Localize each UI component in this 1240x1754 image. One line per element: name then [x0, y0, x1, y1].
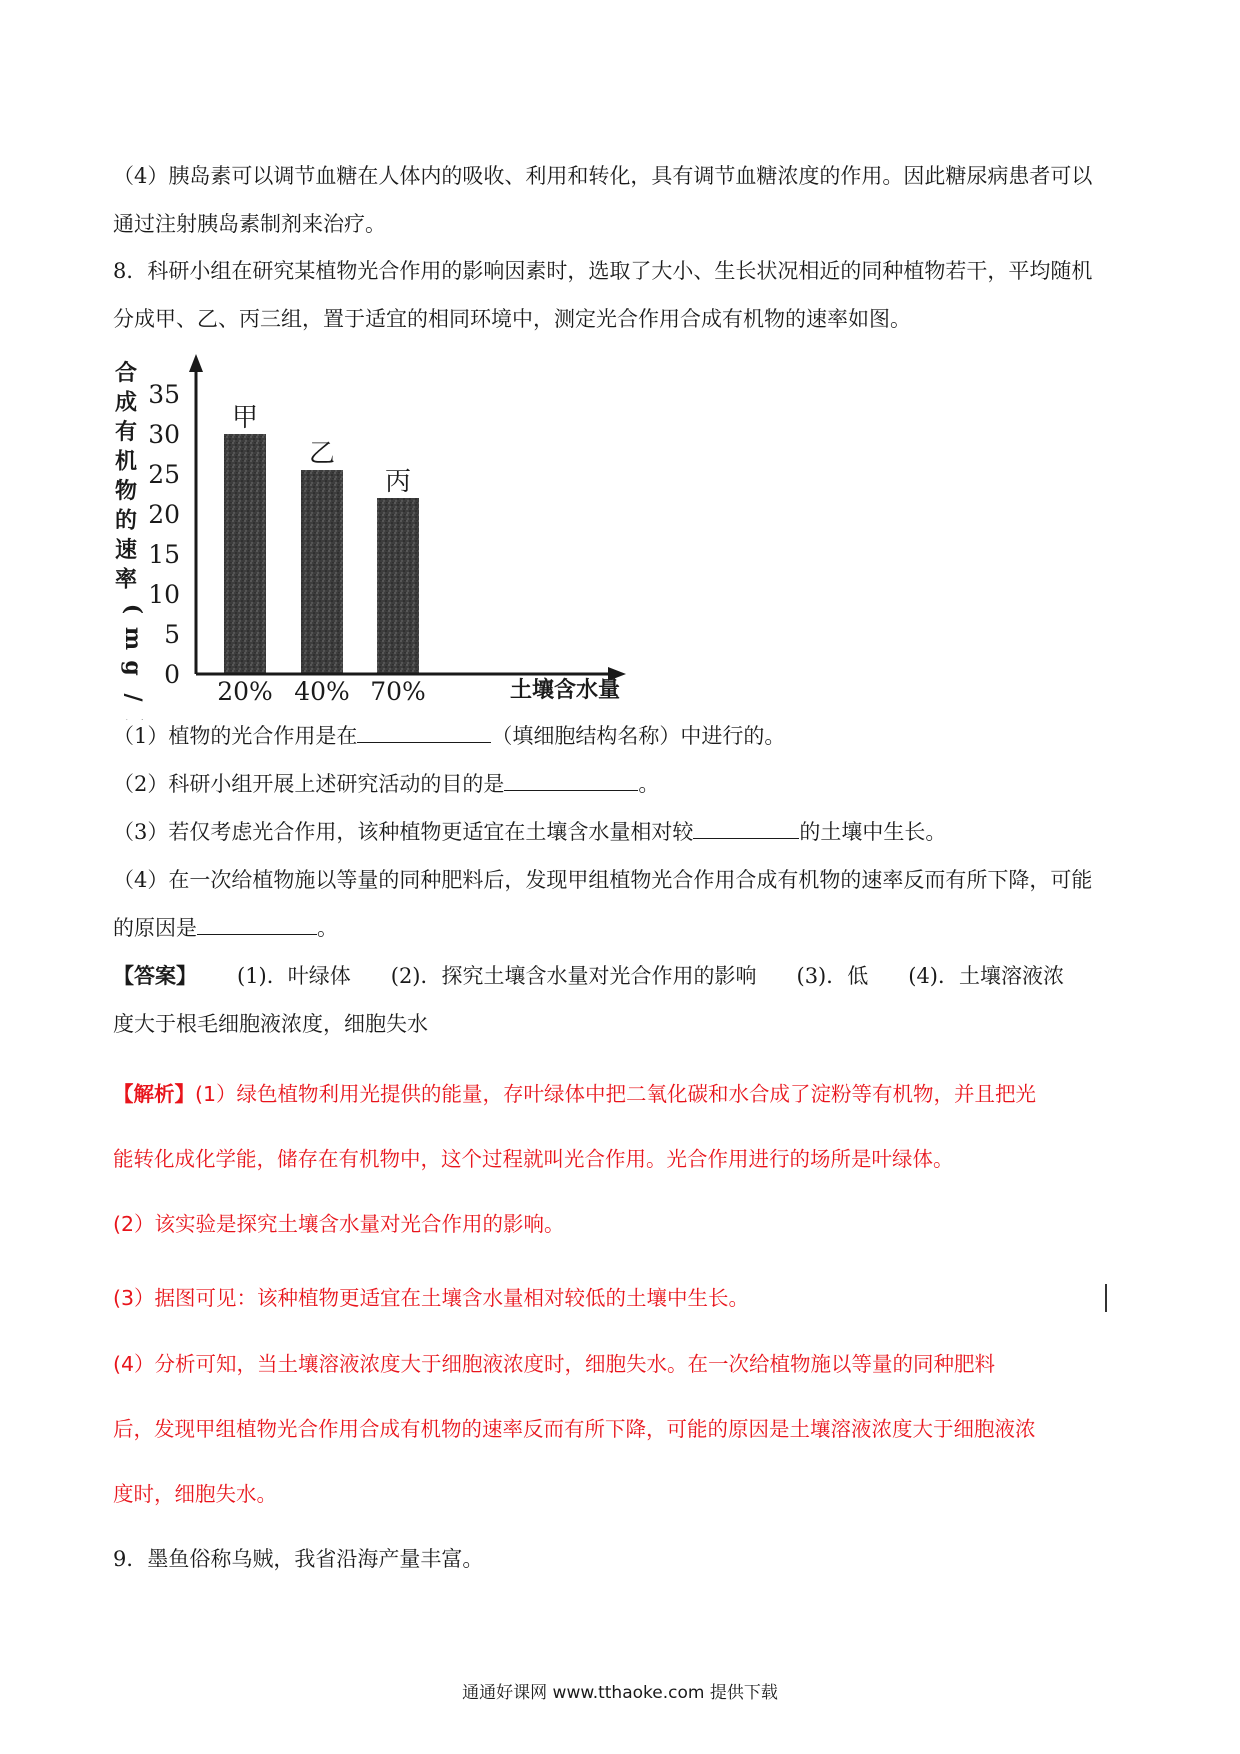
y-axis-label-char: 机	[114, 448, 138, 475]
answer-1: (1)．叶绿体	[237, 964, 351, 988]
bar-label: 丙	[384, 467, 412, 497]
y-tick-label: 25	[148, 460, 180, 489]
question-3-text-end: 的土壤中生长。	[799, 820, 947, 844]
paragraph-line: （4）胰岛素可以调节血糖在人体内的吸收、利用和转化，具有调节血糖浓度的作用。因此糖尿病患者可以	[113, 164, 1093, 188]
question-2-text: （2）科研小组开展上述研究活动的目的是	[113, 772, 505, 796]
y-axis-label-char: 合	[114, 360, 138, 386]
y-axis-label-char	[120, 719, 146, 720]
bar-chart	[112, 352, 642, 720]
answer-3: (3)．低	[796, 964, 869, 988]
y-axis-label	[115, 360, 146, 720]
y-tick-label: 20	[148, 500, 180, 529]
y-axis-label-char: (	[120, 603, 146, 615]
question-2	[113, 770, 659, 798]
answer-blank	[357, 722, 491, 743]
answer-blank	[693, 818, 799, 839]
question-8-line: 分成甲、乙、丙三组，置于适宜的相同环境中，测定光合作用合成有机物的速率如图。	[113, 307, 911, 331]
paragraph-line: 通过注射胰岛素制剂来治疗。	[113, 212, 386, 236]
question-4	[113, 914, 338, 942]
bar-40%	[301, 470, 343, 673]
x-axis-label: 土壤含水量	[510, 677, 621, 703]
y-tick-label: 10	[148, 580, 180, 609]
question-3-text: （3）若仅考虑光合作用，该种植物更适宜在土壤含水量相对较	[113, 820, 694, 844]
y-axis-arrow	[189, 354, 203, 372]
bar-70%	[377, 498, 419, 673]
answer-line	[113, 962, 1064, 990]
question-8-line: 8．科研小组在研究某植物光合作用的影响因素时，选取了大小、生长状况相近的同种植物若干，平均随机	[113, 259, 1093, 283]
answer-line-2: 度大于根毛细胞液浓度，细胞失水	[113, 1012, 428, 1036]
y-axis-label-char: 率	[114, 566, 138, 593]
y-axis-label-char: /	[120, 693, 146, 702]
x-tick-label: 20%	[217, 677, 273, 706]
y-tick-label: 35	[148, 380, 180, 409]
y-tick-label: 15	[148, 540, 180, 569]
y-axis-label-char: g	[120, 660, 146, 676]
analysis-line: (3）据图可见：该种植物更适宜在土壤含水量相对较低的土壤中生长。	[113, 1286, 750, 1310]
y-axis-label-char: m	[120, 626, 146, 651]
y-tick-label: 5	[164, 620, 180, 649]
page-footer: 通通好课网 www.tthaoke.com 提供下载	[462, 1683, 778, 1703]
bar-20%	[224, 434, 266, 673]
question-3	[113, 818, 946, 846]
analysis-line: 后，发现甲组植物光合作用合成有机物的速率反而有所下降，可能的原因是土壤溶液浓度大于细胞液浓	[113, 1417, 1036, 1441]
analysis-line: (4）分析可知，当土壤溶液浓度大于细胞液浓度时，细胞失水。在一次给植物施以等量的同种肥料	[113, 1352, 996, 1376]
bar-label: 乙	[308, 439, 336, 469]
text-cursor	[1105, 1284, 1107, 1312]
analysis-label: 【解析】	[113, 1082, 195, 1106]
question-4-line: （4）在一次给植物施以等量的同种肥料后，发现甲组植物光合作用合成有机物的速率反而有所下降，可能	[113, 868, 1093, 892]
analysis-line: 度时，细胞失水。	[113, 1482, 277, 1506]
question-9-line: 9．墨鱼俗称乌贼，我省沿海产量丰富。	[113, 1547, 484, 1571]
answer-blank	[197, 914, 317, 935]
y-axis-label-char: 的	[114, 507, 138, 534]
question-1-text: （1）植物的光合作用是在	[113, 724, 358, 748]
question-1	[113, 722, 785, 750]
y-tick-label: 0	[164, 660, 180, 689]
analysis-line: (2）该实验是探究土壤含水量对光合作用的影响。	[113, 1212, 565, 1236]
question-1-text-end: （填细胞结构名称）中进行的。	[491, 724, 786, 748]
y-axis-label-char: 有	[114, 419, 138, 445]
analysis-text: (1）绿色植物利用光提供的能量，存叶绿体中把二氧化碳和水合成了淀粉等有机物，并且把光	[195, 1082, 1037, 1106]
y-axis-label-char: 成	[114, 389, 138, 416]
x-tick-label: 40%	[294, 677, 350, 706]
y-tick-label: 30	[148, 420, 180, 449]
answer-blank	[504, 770, 638, 791]
answer-label: 【答案】	[113, 963, 197, 988]
question-2-text-end: 。	[638, 772, 660, 796]
analysis-line: 能转化成化学能，储存在有机物中，这个过程就叫光合作用。光合作用进行的场所是叶绿体。	[113, 1147, 954, 1171]
answer-2: (2)．探究土壤含水量对光合作用的影响	[390, 964, 757, 988]
bar-label: 甲	[231, 403, 259, 433]
question-4-text: 的原因是	[113, 916, 197, 940]
analysis-line	[113, 1080, 1036, 1108]
answer-4: (4)．土壤溶液浓	[908, 964, 1064, 988]
x-tick-label: 70%	[370, 677, 426, 706]
y-axis-label-char: 速	[114, 537, 138, 563]
question-4-text-end: 。	[317, 916, 338, 940]
y-axis-label-char: 物	[114, 478, 138, 504]
